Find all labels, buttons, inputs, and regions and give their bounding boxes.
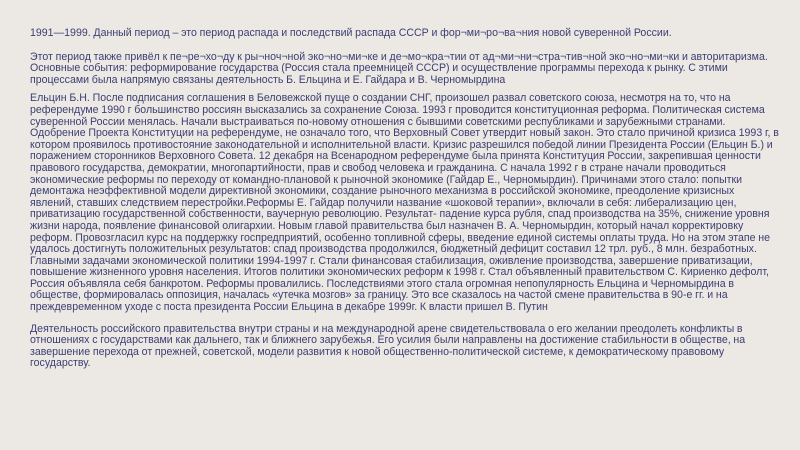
yeltsin-paragraph: Ельцин Б.Н. После подписания соглашения в Беловежской пуще о создании СНГ, произошел развал советского союза, несмотря на то, что на референдуме 1990 г большинство россиян высказались за сохранение Союза. 1993 г проводится конституционная реформа. Политическая система суверенной России менялась. Начали выстраиваться по-новому отношения с бывшими советскими республиками и зарубежными странами. Одобрение Проекта Конституции на референдуме, не означало того, что Верховный Совет утвердит новый закон. Это стало причиной кризиса 1993 г, в котором проявилось противостояние законодательной и исполнительной власти. Кризис разрешился победой линии Президента России (Ельцин Б.) и поражением сторонников Верховного Совета. 12 декабря на Всенародном референдуме была принята Конституция России, закрепившая ценности правового государства, демократии, многопартийности, прав и свобод человека и гражданина. С начала 1992 г в стране начали проводиться экономические реформы по переходу от командно-плановой к рыночной экономике (Гайдар Е., Черномырдин). Причинами этого стало: попытки демонтажа неэффективной модели директивной экономики, создание рыночного механизма в российской экономике, преодоление кризисных явлений, ставших следствием перестройки.Реформы Е. Гайдар получили название «шоковой терапии», включали в себя: либерализацию цен, приватизацию государственной собственности, ваучерную революцию. Результат- падение курса рубля, спад производства на 35%, снижение уровня жизни народа, появление финансовой олигархии. Новым главой правительства был назначен В. А. Черномырдин, который начал корректировку реформ. Провозгласил курс на поддержку госпредприятий, особенно топливной сферы, введение единой системы оплаты труда. Но на этом этапе не удалось достигнуть положительных результатов: спад производства продолжился, бюджетный дефицит составил 12 трл. руб., 8 млн. безработных. Главными задачами экономической политики 1994-1997 г. Стали финансовая стабилизация, оживление производства, завершение приватизации, повышение жизненного уровня населения. Итогов политики экономических реформ к 1998 г. Стал объявленный правительством С. Кириенко дефолт, Россия объявляла себя банкротом. Реформы провалились. Последствиями этого стала огромная непопулярность Ельцина и Черномырдина в обществе, формировалась оппозиция, началась «утечка мозгов» за границу. Это все сказалось на частой смене правительства в 90-е гг. и на преждевременном уходе с поста президента России Ельцина в декабре 1999г. К власти пришел В. Путин — [30, 92, 779, 314]
text-body — [30, 28, 780, 370]
overview-paragraph: Этот период также привёл к пе¬ре¬хо¬ду к ры¬ноч¬ной эко¬но¬ми¬ке и де¬мо¬кра¬тии от ад¬ми¬ни¬стра¬тив¬ной эко¬но¬ми¬ки и авторитаризма. Основные события: реформирование государства (Россия стала преемницей СССР) и осуществление программы перехода к рынку. С этими процессами была напрямую связаны деятельность Б. Ельцина и Е. Гайдара и В. Черномырдина — [30, 50, 768, 86]
government-activity-paragraph: Деятельность российского правительства внутри страны и на международной арене свидетельствовала о его желании преодолеть конфликты в отношениях с государствами как дальнего, так и ближнего зарубежья. Его усилия были направлены на достижение стабильности в обществе, на завершение перехода от прежней, советской, модели развития к новой общественно-политической системе, к демократическому правовому государству. — [30, 322, 746, 370]
period-heading-paragraph: 1991—1999. Данный период – это период распада и последствий распада СССР и фор¬ми¬ро¬ва¬ния новой суверенной России. — [30, 27, 672, 39]
